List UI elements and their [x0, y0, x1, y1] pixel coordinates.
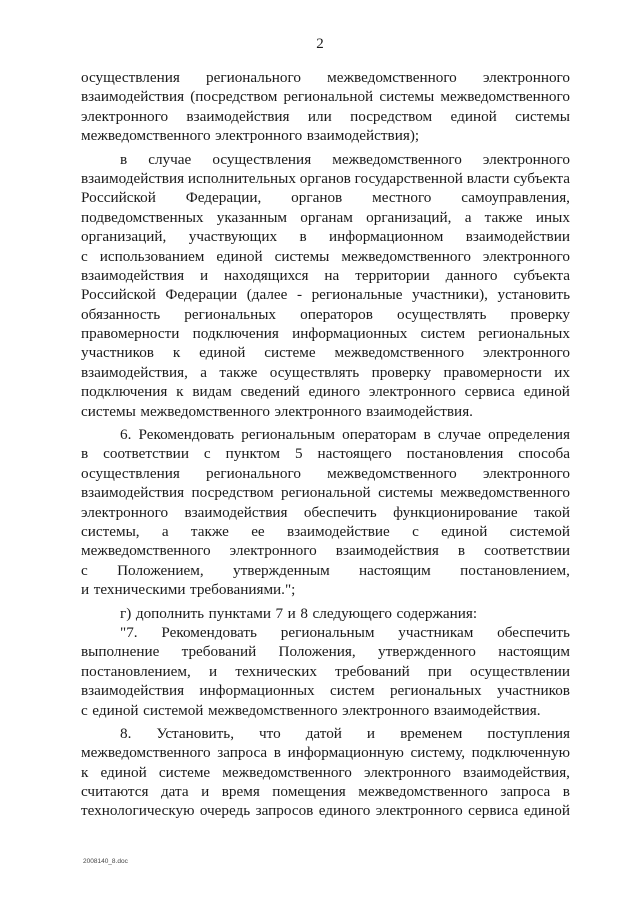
text-line: с единой системой межведомственного электронного взаимодействия.: [81, 701, 541, 719]
text-line: взаимодействия, а также осуществлять проверку правомерности их: [81, 363, 570, 381]
text-line: с Положением, утвержденным настоящим постановлением,: [81, 561, 570, 579]
text-line: г) дополнить пунктами 7 и 8 следующего содержания:: [120, 604, 478, 622]
text-line: и техническими требованиями.";: [81, 581, 296, 599]
text-line: взаимодействия и находящихся на территории данного субъекта: [81, 266, 570, 284]
text-line: участников к единой системе межведомственного электронного: [81, 344, 570, 362]
text-line: взаимодействия (посредством региональной системы межведомственного: [81, 88, 570, 106]
text-line: 6. Рекомендовать региональным операторам в случае определения: [120, 426, 570, 444]
text-line: к единой системе межведомственного электронного взаимодействия,: [81, 763, 570, 781]
text-line: взаимодействия исполнительных органов государственной власти субъекта: [81, 169, 570, 187]
text-line: взаимодействия посредством региональной системы межведомственного: [81, 484, 570, 502]
text-line: постановлением, и технических требований при осуществлении: [81, 662, 570, 680]
text-line: в случае осуществления межведомственного электронного: [120, 150, 570, 168]
text-line: Российской Федерации (далее - региональные участники), установить: [81, 286, 570, 304]
text-line: в соответствии с пунктом 5 настоящего постановления способа: [81, 445, 570, 463]
text-line: правомерности подключения информационных систем региональных: [81, 325, 570, 343]
text-line: выполнение требований Положения, утвержденного настоящим: [81, 643, 570, 661]
text-line: организаций, участвующих в информационном взаимодействии: [81, 228, 570, 246]
page-number: 2: [316, 36, 324, 52]
text-line: обязанность региональных операторов осуществлять проверку: [81, 305, 570, 323]
text-line: подключения к видам сведений единого электронного сервиса единой: [81, 383, 570, 401]
document-body: [81, 68, 570, 821]
text-line: межведомственного запроса в информационную систему, подключенную: [81, 744, 570, 762]
text-line: подведомственных указанным органам организаций, а также иных: [81, 208, 570, 226]
text-line: с использованием единой системы межведомственного электронного: [81, 247, 570, 265]
document-footer-filename: 2008140_8.doc: [83, 858, 128, 865]
text-line: 8. Установить, что датой и временем поступления: [120, 724, 570, 742]
text-line: осуществления регионального межведомственного электронного: [81, 69, 570, 86]
text-line: электронного взаимодействия или посредством единой системы: [81, 107, 570, 125]
text-line: системы, а также ее взаимодействие с единой системой: [81, 522, 570, 540]
text-line: технологическую очередь запросов единого электронного сервиса единой: [81, 802, 570, 820]
text-line: считаются дата и время помещения межведомственного запроса в: [81, 783, 570, 801]
text-line: осуществления регионального межведомственного электронного: [81, 464, 570, 482]
text-line: "7. Рекомендовать региональным участникам обеспечить: [120, 623, 570, 641]
text-line: межведомственного электронного взаимодействия);: [81, 127, 420, 145]
text-line: взаимодействия информационных систем региональных участников: [81, 682, 570, 700]
text-line: межведомственного электронного взаимодействия в соответствии: [81, 542, 570, 560]
text-line: системы межведомственного электронного взаимодействия.: [81, 402, 473, 420]
text-line: электронного взаимодействия обеспечить функционирование такой: [81, 503, 570, 521]
text-line: Российской Федерации, органов местного самоуправления,: [81, 189, 570, 207]
